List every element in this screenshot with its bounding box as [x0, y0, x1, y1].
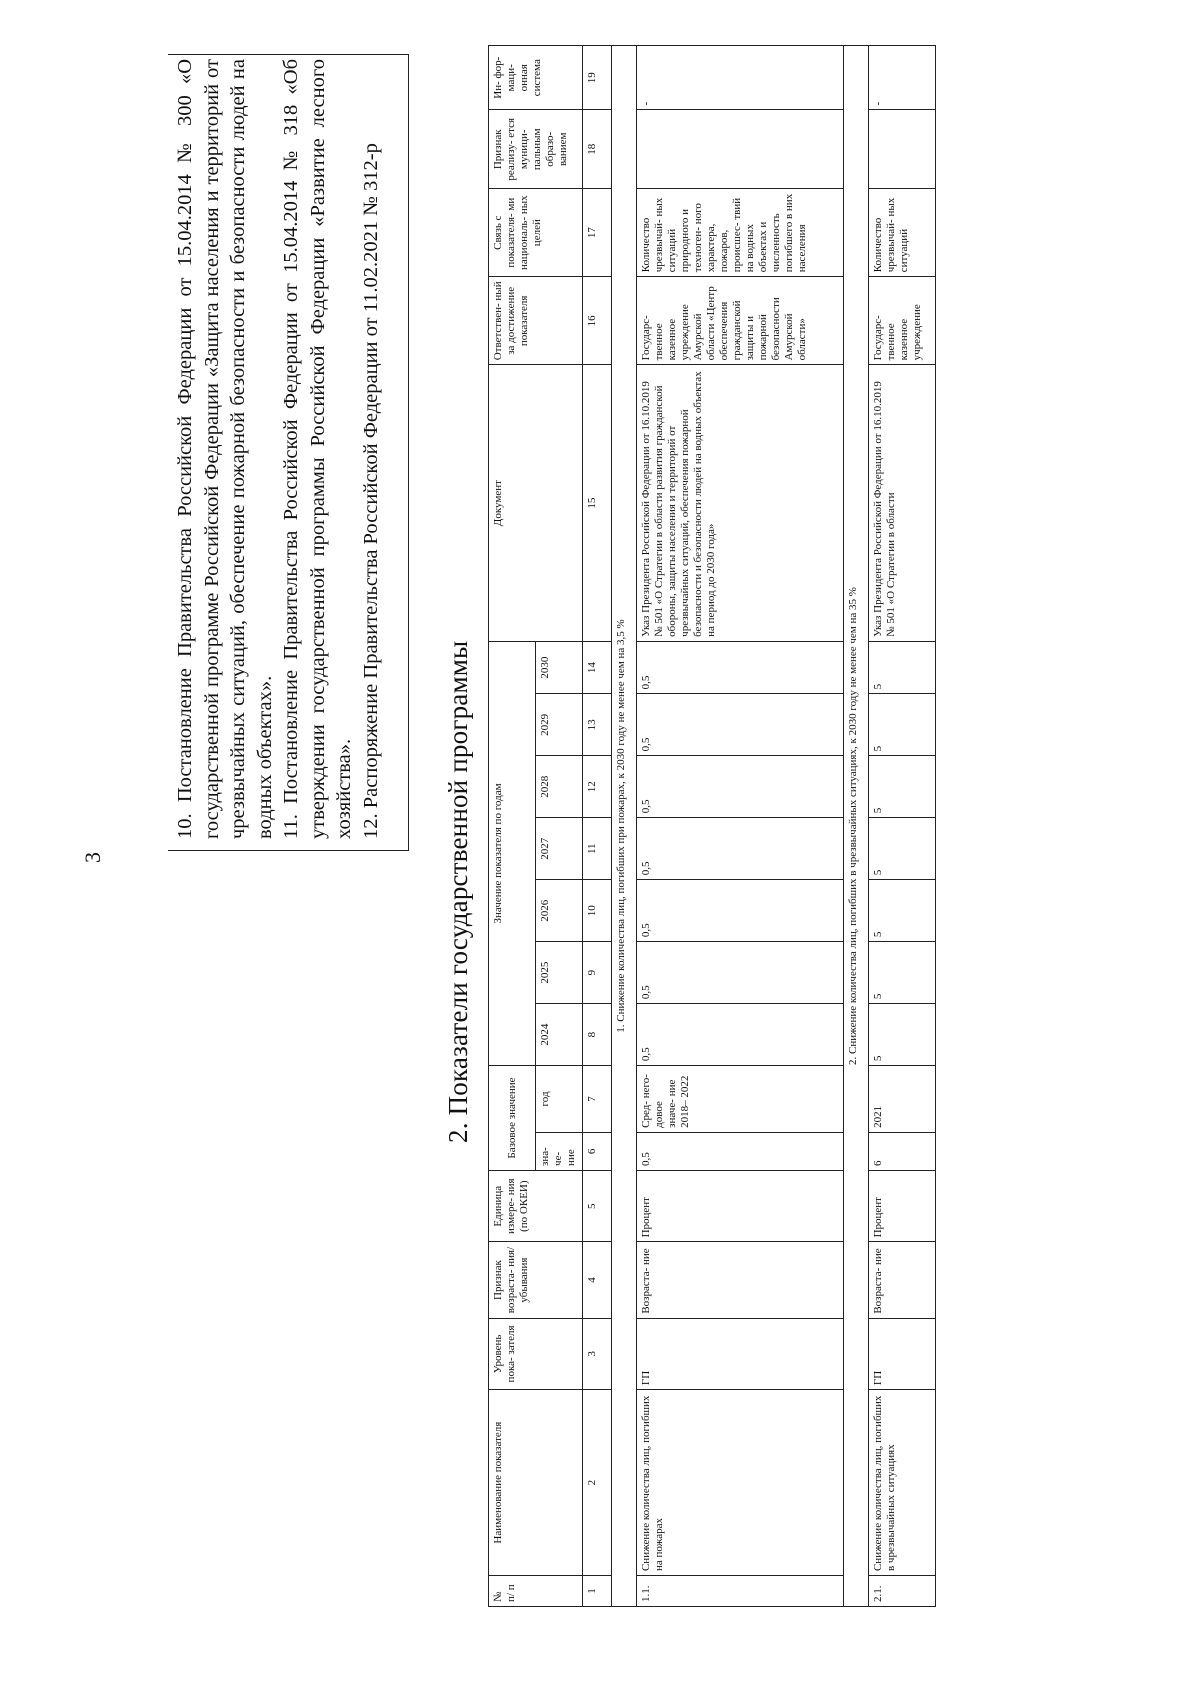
column-number: 12 — [583, 756, 612, 818]
header-year-2026: 2026 — [536, 880, 583, 942]
row-value-2028: 5 — [869, 756, 936, 818]
section-row-2 — [844, 46, 869, 1607]
row-document: Указ Президента Российской Федерации от 16.10.2019 № 501 «О Стратегии в области развития гражданской обороны, защиты населения и территорий от чрезвычайных ситуаций, обеспечения пожарной безопасности и безопасности людей на водных объектах на период до 2030 года» — [637, 365, 844, 641]
column-number: 17 — [583, 189, 612, 277]
header-document: Документ — [489, 365, 583, 641]
row-num: 1.1. — [637, 1576, 844, 1607]
header-year-2027: 2027 — [536, 818, 583, 880]
column-number: 10 — [583, 880, 612, 942]
reference-item-10: 10. Постановление Правительства Российской Федерации от 15.04.2014 № 300 «О государственной программе Российской Федерации «Защита населения и территорий от чрезвычайных ситуаций, обеспечение пожарной безопасности и безопасности людей на водных объектах». — [174, 59, 276, 839]
header-year-2024: 2024 — [536, 1004, 583, 1066]
header-level: Уровень пока- зателя — [489, 1318, 583, 1389]
row-value-2030: 5 — [869, 641, 936, 694]
header-responsible: Ответствен- ный за достижение показателя — [489, 277, 583, 365]
section-row-1 — [612, 46, 637, 1607]
header-trend: Признак возраста- ния/ убывания — [489, 1242, 583, 1318]
row-num: 2.1. — [869, 1576, 936, 1607]
row-municipal — [869, 110, 936, 189]
column-number: 7 — [583, 1066, 612, 1133]
row-responsible: Государс- твенное казенное учреждение — [869, 277, 936, 365]
header-national-link: Связь с показателя- ми националь- ных целей — [489, 189, 583, 277]
column-number: 19 — [583, 46, 612, 110]
header-base: Базовое значение — [489, 1066, 536, 1171]
header-year-2030: 2030 — [536, 641, 583, 694]
row-value-2024: 0,5 — [637, 1004, 844, 1066]
row-info-system: - — [637, 46, 844, 110]
row-municipal — [637, 110, 844, 189]
column-number: 15 — [583, 365, 612, 641]
row-responsible: Государс- твенное казенное учреждение Амурской области «Центр обеспечения гражданской защиты и пожарной безопасности Амурской области» — [637, 277, 844, 365]
column-number: 14 — [583, 641, 612, 694]
row-value-2029: 5 — [869, 694, 936, 756]
row-value-2027: 0,5 — [637, 818, 844, 880]
header-year-2025: 2025 — [536, 942, 583, 1004]
reference-list — [172, 59, 384, 839]
row-unit: Процент — [869, 1170, 936, 1241]
row-unit: Процент — [637, 1170, 844, 1241]
column-number: 3 — [583, 1318, 612, 1389]
row-level: ГП — [637, 1318, 844, 1389]
header-base-value: зна- че- ние — [536, 1132, 583, 1170]
column-number: 13 — [583, 694, 612, 756]
row-value-2028: 0,5 — [637, 756, 844, 818]
header-year-2029: 2029 — [536, 694, 583, 756]
row-trend: Возраста- ние — [637, 1242, 844, 1318]
column-number: 9 — [583, 942, 612, 1004]
section-heading: 1. Снижение количества лиц, погибших при пожарах, к 2030 году не менее чем на 3,5 % — [612, 46, 637, 1607]
header-year-2028: 2028 — [536, 756, 583, 818]
row-base-value: 6 — [869, 1132, 936, 1170]
column-number: 5 — [583, 1170, 612, 1241]
table-row — [637, 46, 844, 1607]
row-level: ГП — [869, 1318, 936, 1389]
reference-item-12: 12. Распоряжение Правительства Российской Федерации от 11.02.2021 № 312-р — [359, 143, 382, 839]
header-name: Наименование показателя — [489, 1390, 583, 1576]
row-value-2030: 0,5 — [637, 641, 844, 694]
header-info-system: Ин- фор- маци- онная система — [489, 46, 583, 110]
row-national-link: Количество чрезвычай- ных ситуаций природного и техноген- ного характера, пожаров, происшес- твий на водных объектах и численность погибшего в них населения — [637, 189, 844, 277]
row-name: Снижение количества лиц, погибших на пожарах — [637, 1390, 844, 1576]
header-unit: Единица измере- ния (по ОКЕИ) — [489, 1170, 583, 1241]
column-number: 2 — [583, 1390, 612, 1576]
row-info-system: - — [869, 46, 936, 110]
column-number: 6 — [583, 1132, 612, 1170]
row-value-2026: 5 — [869, 880, 936, 942]
indicators-table — [488, 45, 936, 1607]
row-trend: Возраста- ние — [869, 1242, 936, 1318]
row-national-link: Количество чрезвычай- ных ситуаций — [869, 189, 936, 277]
table-row — [869, 46, 936, 1607]
header-num: № п/ п — [489, 1576, 583, 1607]
column-number: 1 — [583, 1576, 612, 1607]
row-value-2029: 0,5 — [637, 694, 844, 756]
row-value-2024: 5 — [869, 1004, 936, 1066]
row-value-2025: 0,5 — [637, 942, 844, 1004]
section-title: 2. Показатели государственной программы — [443, 640, 473, 1143]
column-number: 18 — [583, 110, 612, 189]
section-heading: 2. Снижение количества лиц, погибших в чрезвычайных ситуациях, к 2030 году не менее чем на 35 % — [844, 46, 869, 1607]
column-number: 8 — [583, 1004, 612, 1066]
row-base-year: Сред- него- довое значе- ние 2018– 2022 — [637, 1066, 844, 1133]
row-value-2025: 5 — [869, 942, 936, 1004]
column-number-row — [583, 46, 612, 1607]
row-base-year: 2021 — [869, 1066, 936, 1133]
row-value-2027: 5 — [869, 818, 936, 880]
header-values-by-year: Значение показателя по годам — [489, 641, 536, 1065]
column-number: 11 — [583, 818, 612, 880]
column-number: 16 — [583, 277, 612, 365]
row-document: Указ Президента Российской Федерации от 16.10.2019 № 501 «О Стратегии в области — [869, 365, 936, 641]
row-value-2026: 0,5 — [637, 880, 844, 942]
header-base-year: год — [536, 1066, 583, 1133]
row-name: Снижение количества лиц, погибших в чрезвычайных ситуациях — [869, 1390, 936, 1576]
page-number: 3 — [80, 852, 105, 863]
header-municipal: Признак реализу- ется муници- пальным образо- ванием — [489, 110, 583, 189]
row-base-value: 0,5 — [637, 1132, 844, 1170]
reference-item-11: 11. Постановление Правительства Российской Федерации от 15.04.2014 № 318 «Об утверждении государственной программы Российской Федерации «Развитие лесного хозяйства». — [280, 59, 355, 839]
column-number: 4 — [583, 1242, 612, 1318]
